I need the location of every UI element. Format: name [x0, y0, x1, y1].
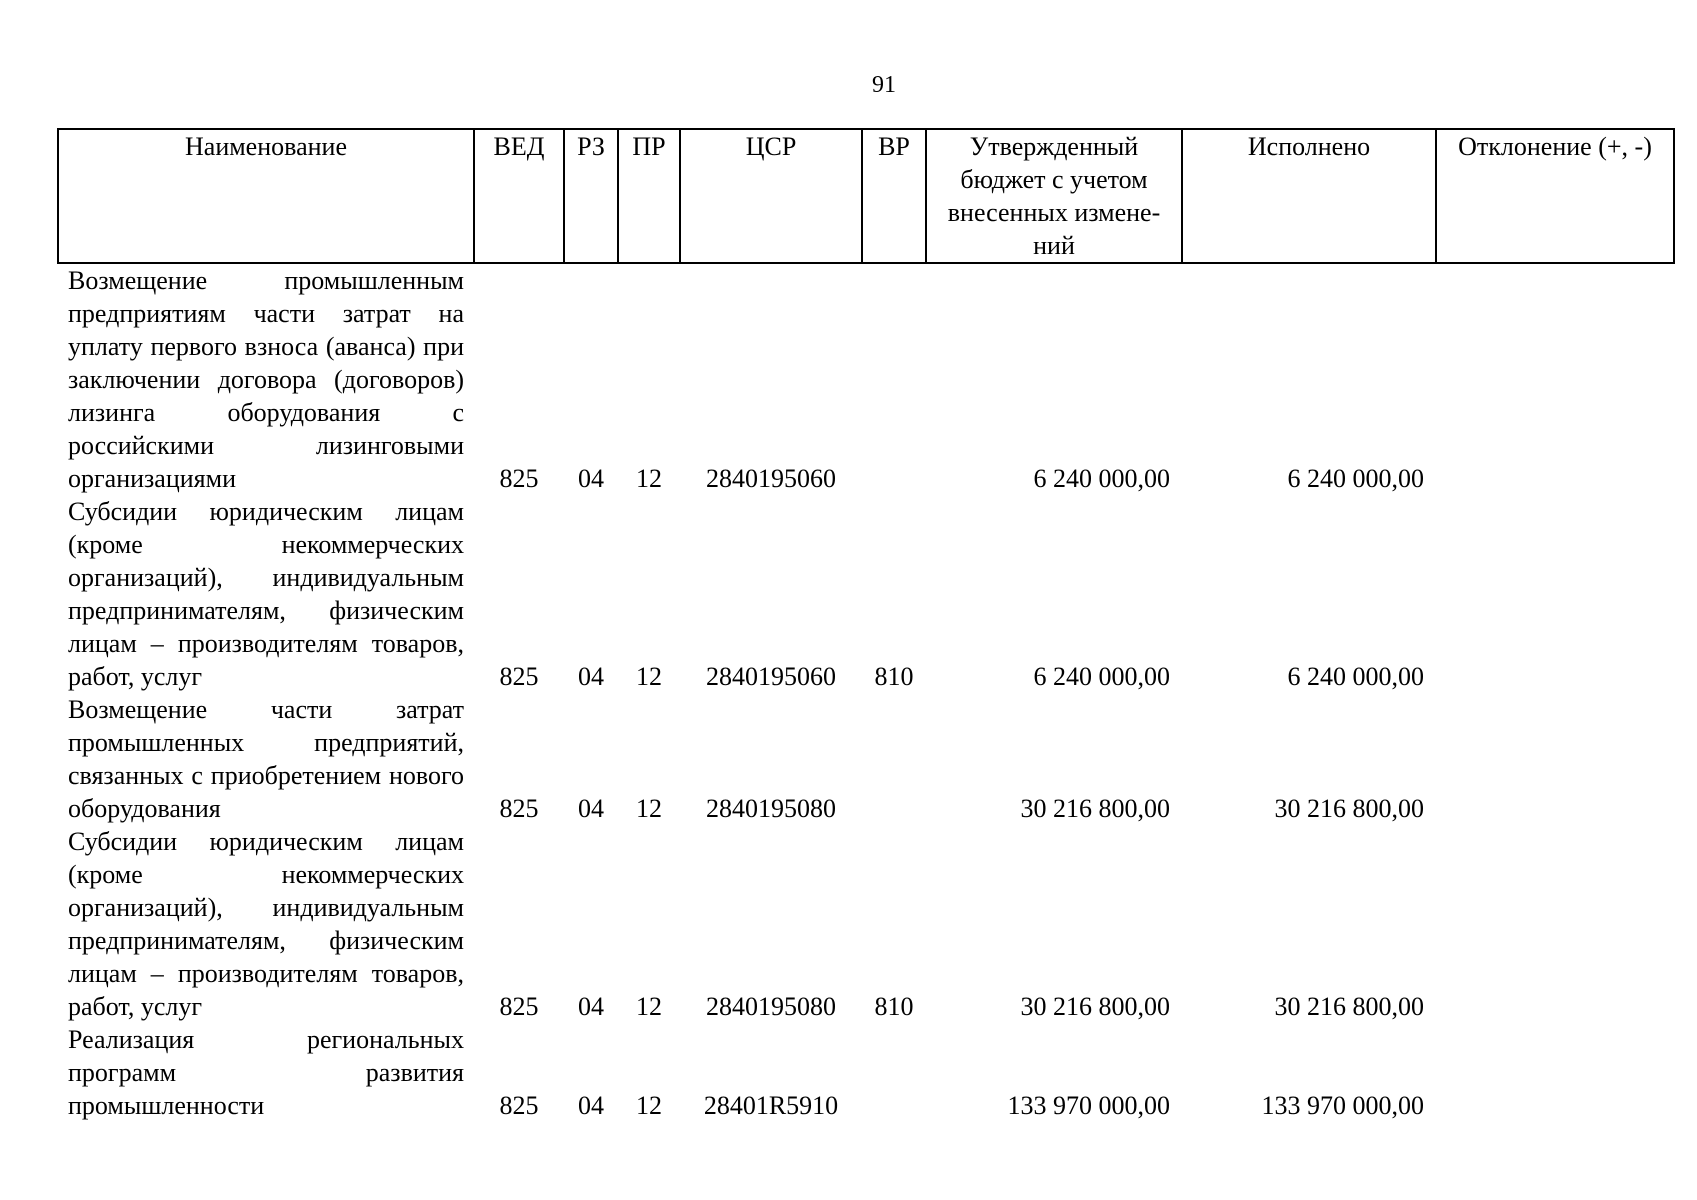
cell-executed: 6 240 000,00: [1287, 464, 1424, 493]
cell-vr: 810: [874, 662, 914, 691]
cell-pr: 12: [636, 1091, 662, 1120]
cell-rz: 04: [578, 662, 604, 691]
cell-executed: 30 216 800,00: [1274, 992, 1424, 1021]
cell-pr: 12: [636, 662, 662, 691]
cell-vr: [862, 1023, 926, 1122]
cell-ved: 825: [499, 992, 539, 1021]
table-row: [58, 825, 1674, 1023]
cell-pr: 12: [636, 794, 662, 823]
cell-approved: 30 216 800,00: [1020, 794, 1170, 823]
cell-csr: 2840195080: [706, 794, 836, 823]
header-vr: ВР: [862, 129, 926, 263]
header-rz: РЗ: [564, 129, 618, 263]
cell-rz: 04: [578, 1091, 604, 1120]
cell-rz: 04: [578, 992, 604, 1021]
header-executed: Исполнено: [1182, 129, 1436, 263]
cell-approved: 30 216 800,00: [1020, 992, 1170, 1021]
table-row: [58, 693, 1674, 825]
cell-name: Реализация региональных программ развития промышленности: [68, 1025, 464, 1120]
cell-approved: 6 240 000,00: [1033, 464, 1170, 493]
cell-deviation: [1436, 263, 1674, 495]
cell-deviation: [1436, 825, 1674, 1023]
cell-vr: [862, 263, 926, 495]
cell-csr: 2840195080: [706, 992, 836, 1021]
cell-csr: 2840195060: [706, 662, 836, 691]
cell-deviation: [1436, 1023, 1674, 1122]
header-pr: ПР: [618, 129, 680, 263]
cell-ved: 825: [499, 1091, 539, 1120]
table-row: [58, 263, 1674, 495]
cell-name: Субсидии юридическим лицам (кроме некоммерческих организаций), индивидуальным предпринимателям, физическим лицам – производителям товаров, работ, услуг: [68, 497, 464, 691]
cell-rz: 04: [578, 464, 604, 493]
cell-executed: 133 970 000,00: [1261, 1091, 1424, 1120]
cell-rz: 04: [578, 794, 604, 823]
table-row: [58, 1023, 1674, 1122]
cell-csr: 2840195060: [706, 464, 836, 493]
cell-approved: 133 970 000,00: [1007, 1091, 1170, 1120]
cell-ved: 825: [499, 794, 539, 823]
cell-csr: 28401R5910: [703, 1091, 839, 1120]
header-approved: Утвержденный бюджет с учетом внесенных измене-ний: [926, 129, 1182, 263]
cell-vr: 810: [874, 992, 914, 1021]
cell-ved: 825: [499, 662, 539, 691]
header-ved: ВЕД: [474, 129, 564, 263]
cell-ved: 825: [499, 464, 539, 493]
cell-name: Субсидии юридическим лицам (кроме некоммерческих организаций), индивидуальным предпринимателям, физическим лицам – производителям товаров, работ, услуг: [68, 827, 464, 1021]
cell-executed: 30 216 800,00: [1274, 794, 1424, 823]
header-deviation: Отклонение (+, -): [1436, 129, 1674, 263]
header-csr: ЦСР: [680, 129, 862, 263]
cell-executed: 6 240 000,00: [1287, 662, 1424, 691]
cell-name: Возмещение части затрат промышленных предприятий, связанных с приобретением нового оборудования: [68, 695, 464, 823]
table-body: [58, 263, 1674, 1122]
cell-name: Возмещение промышленным предприятиям части затрат на уплату первого взноса (аванса) при заключении договора (договоров) лизинга оборудования с российскими лизинговыми организациями: [68, 266, 464, 493]
header-name: Наименование: [58, 129, 474, 263]
cell-pr: 12: [636, 992, 662, 1021]
table-header: [58, 129, 1674, 263]
cell-deviation: [1436, 495, 1674, 693]
budget-table: [57, 128, 1675, 1122]
cell-approved: 6 240 000,00: [1033, 662, 1170, 691]
cell-pr: 12: [636, 464, 662, 493]
cell-deviation: [1436, 693, 1674, 825]
table-row: [58, 495, 1674, 693]
page-number: 91: [872, 72, 896, 98]
cell-vr: [862, 693, 926, 825]
